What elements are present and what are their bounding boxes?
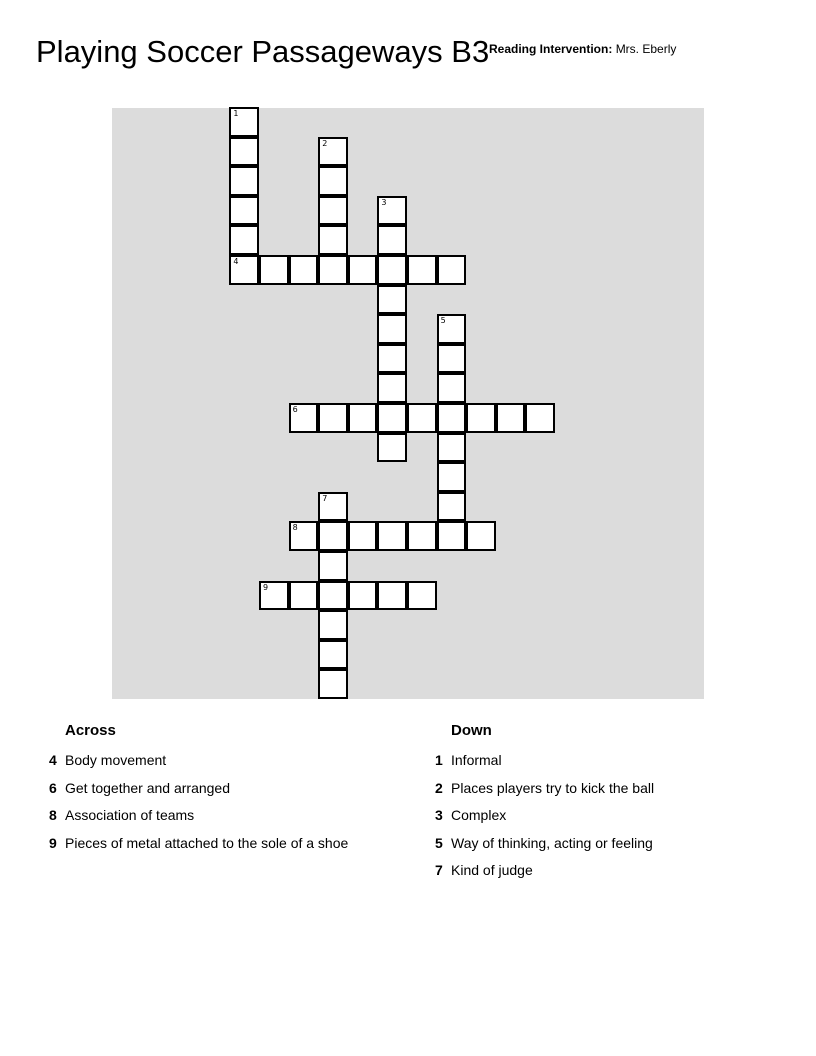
grid-cell[interactable] [348,403,378,433]
grid-cell[interactable] [318,255,348,285]
grid-cell[interactable] [289,521,319,551]
cell-number: 1 [233,109,239,118]
grid-cell[interactable] [496,403,526,433]
page-title: Playing Soccer Passageways B3 [36,34,490,69]
clue-number: 4 [49,752,57,768]
clue-number: 8 [49,807,57,823]
clue-text: Complex [451,807,507,823]
grid-cell[interactable] [437,521,467,551]
grid-cell[interactable] [229,137,259,167]
clue-text: Places players try to kick the ball [451,779,655,796]
grid-cell[interactable] [377,344,407,374]
grid-cell[interactable] [377,373,407,403]
clue-text: Body movement [65,752,167,768]
grid-cell[interactable] [377,403,407,433]
clue-number: 9 [49,834,57,851]
grid-cell[interactable] [318,137,348,167]
grid-cell[interactable] [289,403,319,433]
grid-cell[interactable] [318,551,348,581]
grid-cell[interactable] [229,255,259,285]
grid-cell[interactable] [229,225,259,255]
grid-cell[interactable] [259,255,289,285]
cell-number: 4 [233,257,239,266]
grid-cell[interactable] [229,196,259,226]
grid-cell[interactable] [437,255,467,285]
grid-cell[interactable] [377,433,407,463]
grid-cell[interactable] [318,581,348,611]
grid-cell[interactable] [289,581,319,611]
grid-cell[interactable] [348,581,378,611]
grid-cell[interactable] [377,196,407,226]
across-clues [46,722,406,862]
grid-cell[interactable] [377,285,407,315]
across-clue [46,835,406,863]
subtitle-value: Mrs. Eberly [615,42,677,56]
grid-cell[interactable] [318,492,348,522]
clue-number: 5 [435,834,443,851]
cell-number: 9 [263,582,269,592]
clue-text: Informal [451,752,502,768]
down-clue [432,807,792,835]
cell-number: 2 [322,138,328,148]
grid-cell[interactable] [437,373,467,403]
grid-cell[interactable] [348,521,378,551]
cell-number: 6 [292,405,298,414]
clue-number: 2 [435,779,443,796]
grid-cell[interactable] [377,225,407,255]
clue-number: 1 [435,752,443,768]
grid-cell[interactable] [289,255,319,285]
grid-cell[interactable] [377,314,407,344]
cell-number: 5 [440,316,446,326]
grid-cell[interactable] [377,521,407,551]
clue-text: Way of thinking, acting or feeling [451,834,653,851]
crossword-grid [112,108,704,699]
clue-number: 7 [435,862,443,878]
clue-text: Pieces of metal attached to the sole of a shoe [65,834,349,851]
grid-cell[interactable] [437,462,467,492]
across-clue [46,807,406,835]
grid-cell[interactable] [348,255,378,285]
grid-cell[interactable] [437,492,467,522]
grid-cell[interactable] [407,521,437,551]
grid-cell[interactable] [407,403,437,433]
cell-number: 8 [292,523,298,533]
grid-cell[interactable] [318,403,348,433]
grid-cell[interactable] [377,255,407,285]
down-clue [432,780,792,808]
grid-cell[interactable] [407,581,437,611]
clue-text: Get together and arranged [65,779,231,796]
down-clue [432,752,792,780]
subtitle-label: Reading Intervention: [489,42,613,56]
down-heading: Down [451,722,492,739]
clue-text: Kind of judge [451,862,533,878]
grid-cell[interactable] [407,255,437,285]
grid-cell[interactable] [318,521,348,551]
grid-cell[interactable] [377,581,407,611]
down-clue [432,862,792,890]
grid-cell[interactable] [318,225,348,255]
grid-cell[interactable] [437,403,467,433]
grid-cell[interactable] [437,344,467,374]
grid-cell[interactable] [525,403,555,433]
grid-cell[interactable] [466,403,496,433]
cell-number: 3 [381,197,387,207]
grid-cell[interactable] [318,196,348,226]
across-clue [46,752,406,780]
clue-text: Association of teams [65,807,195,823]
grid-cell[interactable] [229,107,259,137]
across-clue [46,780,406,808]
clue-number: 3 [435,807,443,823]
grid-cell[interactable] [318,640,348,670]
teacher-label [489,42,676,56]
grid-cell[interactable] [318,166,348,196]
down-clues [432,722,792,890]
grid-cell[interactable] [437,314,467,344]
down-clue [432,835,792,863]
grid-cell[interactable] [318,669,348,699]
grid-cell[interactable] [466,521,496,551]
across-heading: Across [65,722,116,739]
cell-number: 7 [322,493,328,503]
grid-cell[interactable] [437,433,467,463]
grid-cell[interactable] [259,581,289,611]
grid-cell[interactable] [229,166,259,196]
grid-cell[interactable] [318,610,348,640]
clue-number: 6 [49,779,57,796]
